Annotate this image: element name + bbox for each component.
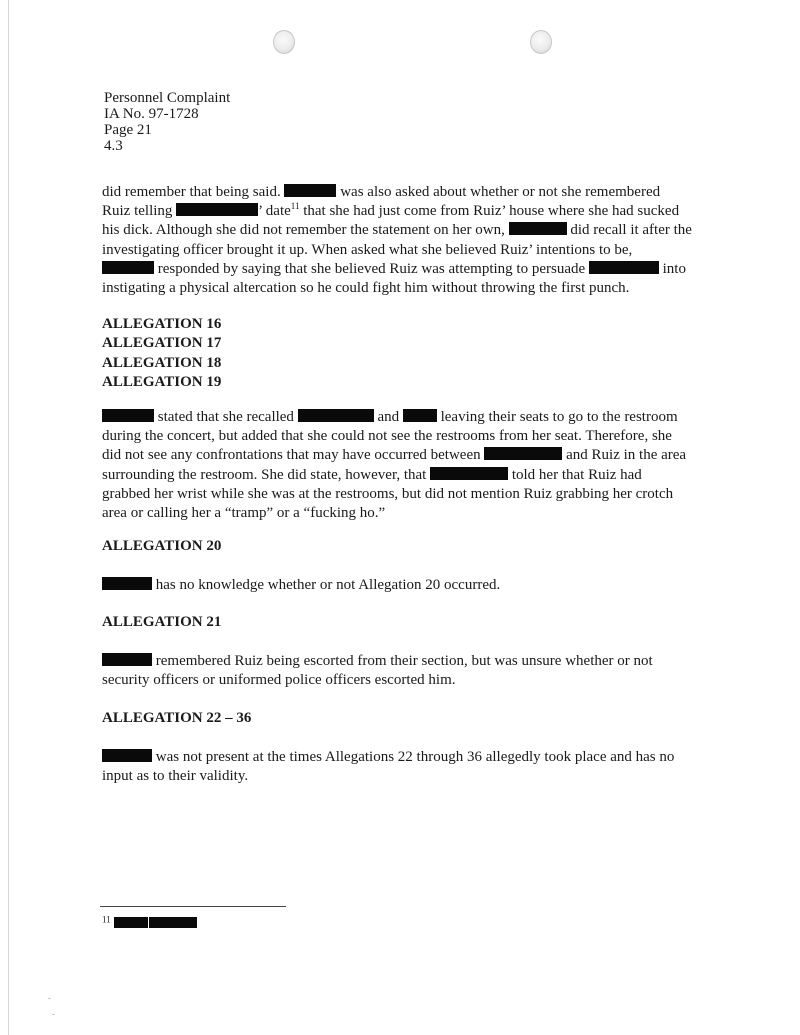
paragraph-2: stated that she recalled and leaving their seats to go to the restroom during the concert, but added that she could not see the restrooms from her seat. Therefore, she did not see any confrontations that may have occurred between and Ruiz in the area surrounding the restroom. She did state, however, that told her that Ruiz had grabbed her wrist while she was at the restrooms, but did not mention Ruiz grabbing her crotch area or calling her a “tramp” or a “fucking ho.” [102, 409, 687, 522]
redaction-block [589, 261, 659, 274]
heading-allegation-18: ALLEGATION 18 [102, 354, 222, 371]
punch-hole-left [273, 30, 295, 54]
redaction-block [509, 222, 567, 235]
heading-allegation-16: ALLEGATION 16 [102, 316, 222, 332]
punch-hole-right [530, 30, 552, 54]
header-page-number: Page 21 [104, 122, 152, 138]
redaction-block [484, 447, 562, 460]
redaction-block [298, 409, 374, 422]
header-ia-number: IA No. 97-1728 [104, 106, 199, 122]
footnote-number: 11 [102, 914, 111, 925]
paragraph-1: did remember that being said. was also asked about whether or not she remembered Ruiz telling ’ date$^{11}$ that she had just come from Ruiz’ house where she had sucked his dick. Although she did not remember the statement on her own, did recall it after the investigating officer brought it up. When asked what she believed Ruiz’ intentions to be, responded by saying that she believed Ruiz was attempting to persuade into instigating a physical altercation so he could fight him without throwing the first punch. [102, 184, 692, 297]
scan-speck [48, 998, 51, 999]
paragraph-5: was not present at the times Allegations 22 through 36 allegedly took place and has no input as to their validity. [102, 749, 675, 785]
redaction-block [102, 653, 152, 666]
redaction-block [403, 409, 437, 422]
footnote-ref: 11 [290, 201, 300, 212]
redaction-block [102, 261, 154, 274]
paragraph-4: remembered Ruiz being escorted from their section, but was unsure whether or not security officers or uniformed police officers escorted him. [102, 653, 653, 689]
document-header [104, 90, 230, 154]
scan-edge-line [8, 0, 9, 1035]
redaction-block [430, 467, 508, 480]
header-section: 4.3 [104, 138, 123, 154]
redaction-block [102, 749, 152, 762]
heading-allegation-19: ALLEGATION 19 [102, 374, 222, 391]
footnote-divider [100, 906, 286, 907]
heading-allegation-20: ALLEGATION 20 [102, 538, 222, 554]
heading-allegation-22-36: ALLEGATION 22 – 36 [102, 710, 252, 726]
paragraph-3: has no knowledge whether or not Allegation 20 occurred. [102, 576, 714, 595]
redaction-block [114, 917, 148, 928]
redaction-block [284, 184, 336, 197]
redaction-block [102, 409, 154, 422]
scan-speck [52, 1014, 55, 1015]
heading-allegation-17: ALLEGATION 17 [102, 335, 222, 352]
header-title: Personnel Complaint [104, 90, 231, 106]
allegation-headings-16-19 [102, 315, 221, 393]
redaction-block [176, 203, 258, 216]
redaction-block [149, 917, 197, 928]
heading-allegation-21: ALLEGATION 21 [102, 614, 222, 630]
footnote-11 [102, 914, 197, 930]
redaction-block [102, 577, 152, 590]
